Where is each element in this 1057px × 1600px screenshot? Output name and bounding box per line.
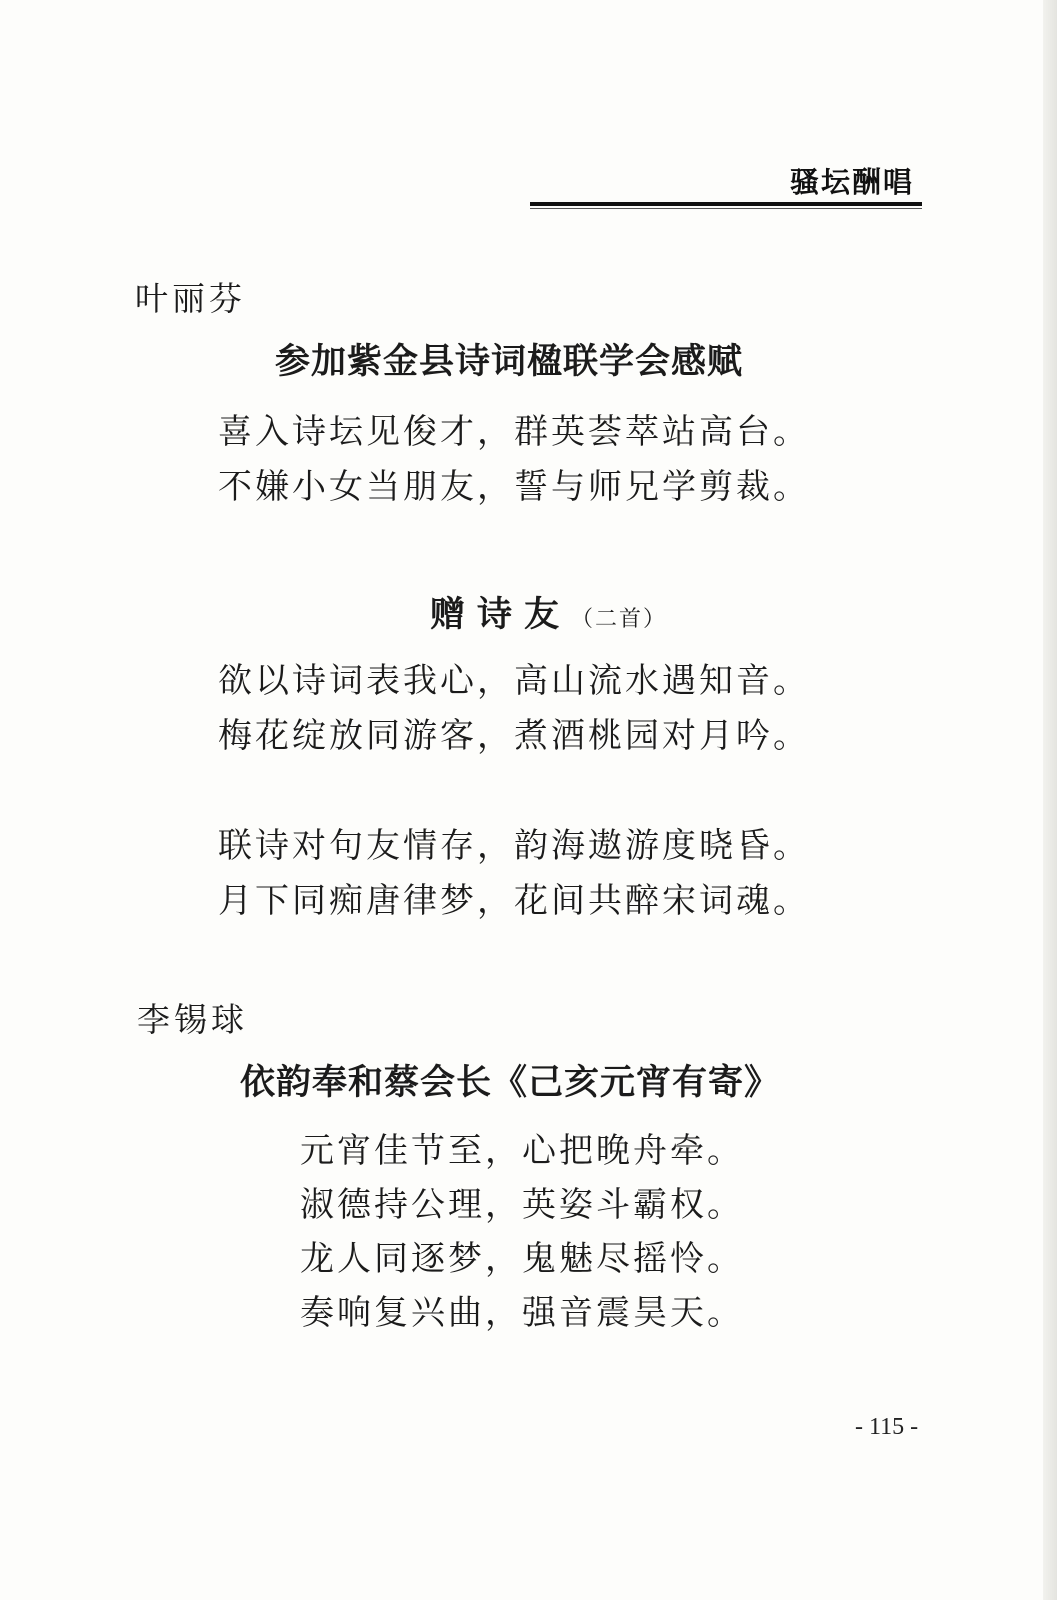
poem-line: 淑德持公理，英姿斗霸权。	[300, 1185, 744, 1225]
poem-title	[430, 587, 667, 637]
section-title: 骚坛酬唱	[789, 165, 914, 199]
poem-stanza	[218, 654, 810, 764]
poem-line: 月下同痴唐律梦，花间共醉宋词魂。	[218, 881, 810, 921]
author-name: 李锡球	[137, 1000, 248, 1039]
author-name: 叶丽芬	[135, 279, 246, 318]
poem-stanza	[218, 819, 810, 929]
poem-line: 欲以诗词表我心，高山流水遇知音。	[218, 661, 810, 701]
page-edge	[1043, 0, 1057, 1600]
poem-line: 梅花绽放同游客，煮酒桃园对月吟。	[218, 716, 810, 756]
poem-title-text: 赠诗友	[430, 594, 572, 635]
poem-title-note: （二首）	[571, 607, 668, 632]
poem-line: 喜入诗坛见俊才，群英荟萃站高台。	[218, 412, 810, 452]
poem-line: 龙人同逐梦，鬼魅尽摇怜。	[300, 1239, 744, 1279]
section-header	[530, 160, 922, 206]
poem-title: 依韵奉和蔡会长《己亥元宵有寄》	[240, 1062, 781, 1103]
poem-title: 参加紫金县诗词楹联学会感赋	[275, 341, 744, 382]
page-number: - 115 -	[855, 1414, 919, 1440]
poem-line: 奏响复兴曲，强音震昊天。	[300, 1293, 744, 1333]
poem-line: 不嫌小女当朋友，誓与师兄学剪裁。	[218, 467, 810, 507]
poem-line: 元宵佳节至，心把晚舟牵。	[300, 1131, 744, 1171]
header-rule	[530, 202, 922, 206]
poem-stanza	[300, 1124, 744, 1340]
poem-stanza	[218, 405, 810, 515]
poem-line: 联诗对句友情存，韵海遨游度晓昏。	[218, 826, 810, 866]
